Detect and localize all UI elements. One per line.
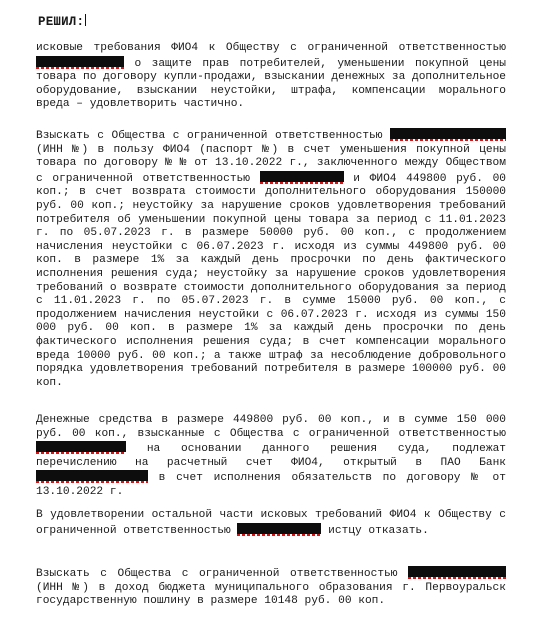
paragraph-text: (ИНН №) в пользу ФИО4 (паспорт №) в счет уменьшения покупной цены товара по договору № № от 13.10.2022 г., заключенного между Обществом с ограниченной ответственностью — [36, 143, 506, 185]
decision-heading — [38, 14, 86, 29]
redaction-block — [36, 56, 124, 67]
paragraph-text: на основании данного решения суда, подлежат перечислению на расчетный счет ФИО4, открытый в ПАО Банк — [36, 443, 506, 469]
redaction-block — [260, 171, 344, 182]
paragraph-text: в счет исполнения обязательств по договору № от 13.10.2022 г. — [36, 472, 506, 498]
heading-text: РЕШИЛ: — [38, 15, 85, 29]
redaction-block — [36, 441, 126, 452]
paragraph-text: и ФИО4 449800 руб. 00 коп.; в счет возврата стоимости дополнительного оборудования 150000 руб. 00 коп.; неустойку за нарушение сроков удовлетворения требований потребителя об уменьшении покупной цены товара за период с 11.01.2023 г. по 05.07.2023 г. в размере 50000 руб. 00 коп., с продолжением начисления неустойки с 06.07.2023 г. исходя из суммы 449800 руб. 00 коп. в размере 1% за каждый день просрочки по день фактического исполнения решения суда; неустойку за нарушение сроков удовлетворения требований о возврате стоимости дополнительного оборудования за период с 11.01.2023 г. по 05.07.2023 г. в сумме 15000 руб. 00 коп., с продолжением начисления неустойки с 06.07.2023 г. исходя из суммы 150 000 руб. 00 коп. в размере 1% за каждый день просрочки по день фактического исполнения решения суда; в счет компенсации морального вреда 10000 руб. 00 коп.; а также штраф за несоблюдение добровольного порядка удовлетворения требований потребителя в размере 100000 руб. 00 коп. — [36, 172, 506, 389]
redaction-block — [408, 566, 506, 577]
paragraph-text: В удовлетворении остальной части исковых требований ФИО4 к Обществу с ограниченной ответственностью — [36, 509, 506, 537]
paragraph-text: о защите прав потребителей, уменьшении покупной цены товара по договору купли-продажи, взыскании денежных за дополнительное оборудование, взыскании неустойки, штрафа, компенсации морального вреда – удовлетворить частично. — [36, 57, 506, 111]
redaction-block — [237, 523, 321, 534]
redaction-block — [36, 470, 148, 481]
paragraph-text: истцу отказать. — [321, 524, 429, 537]
paragraph-text: исковые требования ФИО4 к Обществу с ограниченной ответственностью — [36, 42, 506, 54]
text-cursor — [85, 14, 86, 26]
paragraph-text: Денежные средства в размере 449800 руб. 00 коп., и в сумме 150 000 руб. 00 коп., взысканные с Общества с ограниченной ответственностью — [36, 414, 506, 440]
paragraph-text: (ИНН №) в доход бюджета муниципального образования г. Первоуральск государственную пошлину в размере 10148 руб. 00 коп. — [36, 581, 506, 608]
paragraph-text: Взыскать с Общества с ограниченной ответственностью — [36, 568, 408, 580]
paragraph-funds-transfer — [36, 414, 506, 500]
paragraph-claims — [36, 42, 506, 112]
paragraph-text: Взыскать с Общества с ограниченной ответственностью — [36, 130, 390, 142]
redaction-block — [390, 128, 506, 139]
paragraph-refusal — [36, 509, 506, 538]
paragraph-state-duty — [36, 566, 506, 609]
paragraph-recovery — [36, 128, 506, 390]
